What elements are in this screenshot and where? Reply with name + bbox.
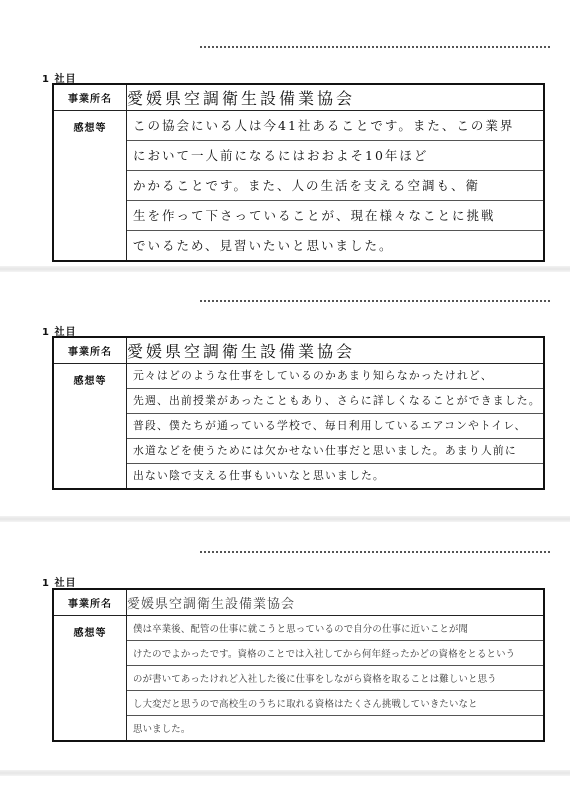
cropped-top-text [200,300,550,302]
impression-line: 生を作って下さっていることが、現在様々なことに挑戦 [127,201,543,231]
sheet-label: 1 社目 [42,578,77,589]
impression-form [52,336,545,490]
office-name-value: 愛媛県空調衛生設備業協会 [127,84,545,110]
impression-line: において一人前になるにはおおよそ10年ほど [127,141,543,171]
impression-header: 感想等 [53,363,127,489]
office-name-header: 事業所名 [53,589,127,615]
impression-line: 元々はどのような仕事をしているのかあまり知らなかったけれど、 [127,364,543,389]
impression-line: のが書いてあったけれど入社した後に仕事をしながら資格を取ることは難しいと思う [127,666,543,691]
impression-line: 先週、出前授業があったこともあり、さらに詳しくなることができました。 [127,389,543,414]
impression-line: けたのでよかったです。資格のことでは入社してから何年経ったかどの資格をとるという [127,641,543,666]
impression-line: し大変だと思うので高校生のうちに取れる資格はたくさん挑戦していきたいなと [127,691,543,716]
office-name-header: 事業所名 [53,84,127,110]
impression-line: 水道などを使うためには欠かせない仕事だと思いました。あまり人前に [127,439,543,464]
page-edge [0,770,570,776]
impression-form [52,83,545,262]
office-name-value: 愛媛県空調衛生設備業協会 [127,589,545,615]
cropped-top-text [200,551,550,553]
impression-header: 感想等 [53,110,127,261]
impression-line: 思いました。 [133,723,191,735]
impression-line: 僕は卒業後、配管の仕事に就こうと思っているので自分の仕事に近いことが聞 [127,616,543,641]
impression-form [52,588,545,742]
page-edge [0,516,570,522]
impression-header: 感想等 [53,615,127,741]
office-name-value: 愛媛県空調衛生設備業協会 [127,337,545,363]
cropped-top-text [200,46,550,48]
sheet-label: 1 社目 [42,327,77,338]
impression-line: この協会にいる人は今41社あることです。また、この業界 [127,111,543,141]
impression-line: 普段、僕たちが通っている学校で、毎日利用しているエアコンやトイレ、 [127,414,543,439]
impression-line: でいるため、見習いたいと思いました。 [133,238,394,253]
impression-line: かかることです。また、人の生活を支える空調も、衛 [127,171,543,201]
page-edge [0,266,570,272]
impression-line: 出ない陰で支える仕事もいいなと思いました。 [133,469,385,482]
sheet-label: 1 社目 [42,74,77,85]
office-name-header: 事業所名 [53,337,127,363]
